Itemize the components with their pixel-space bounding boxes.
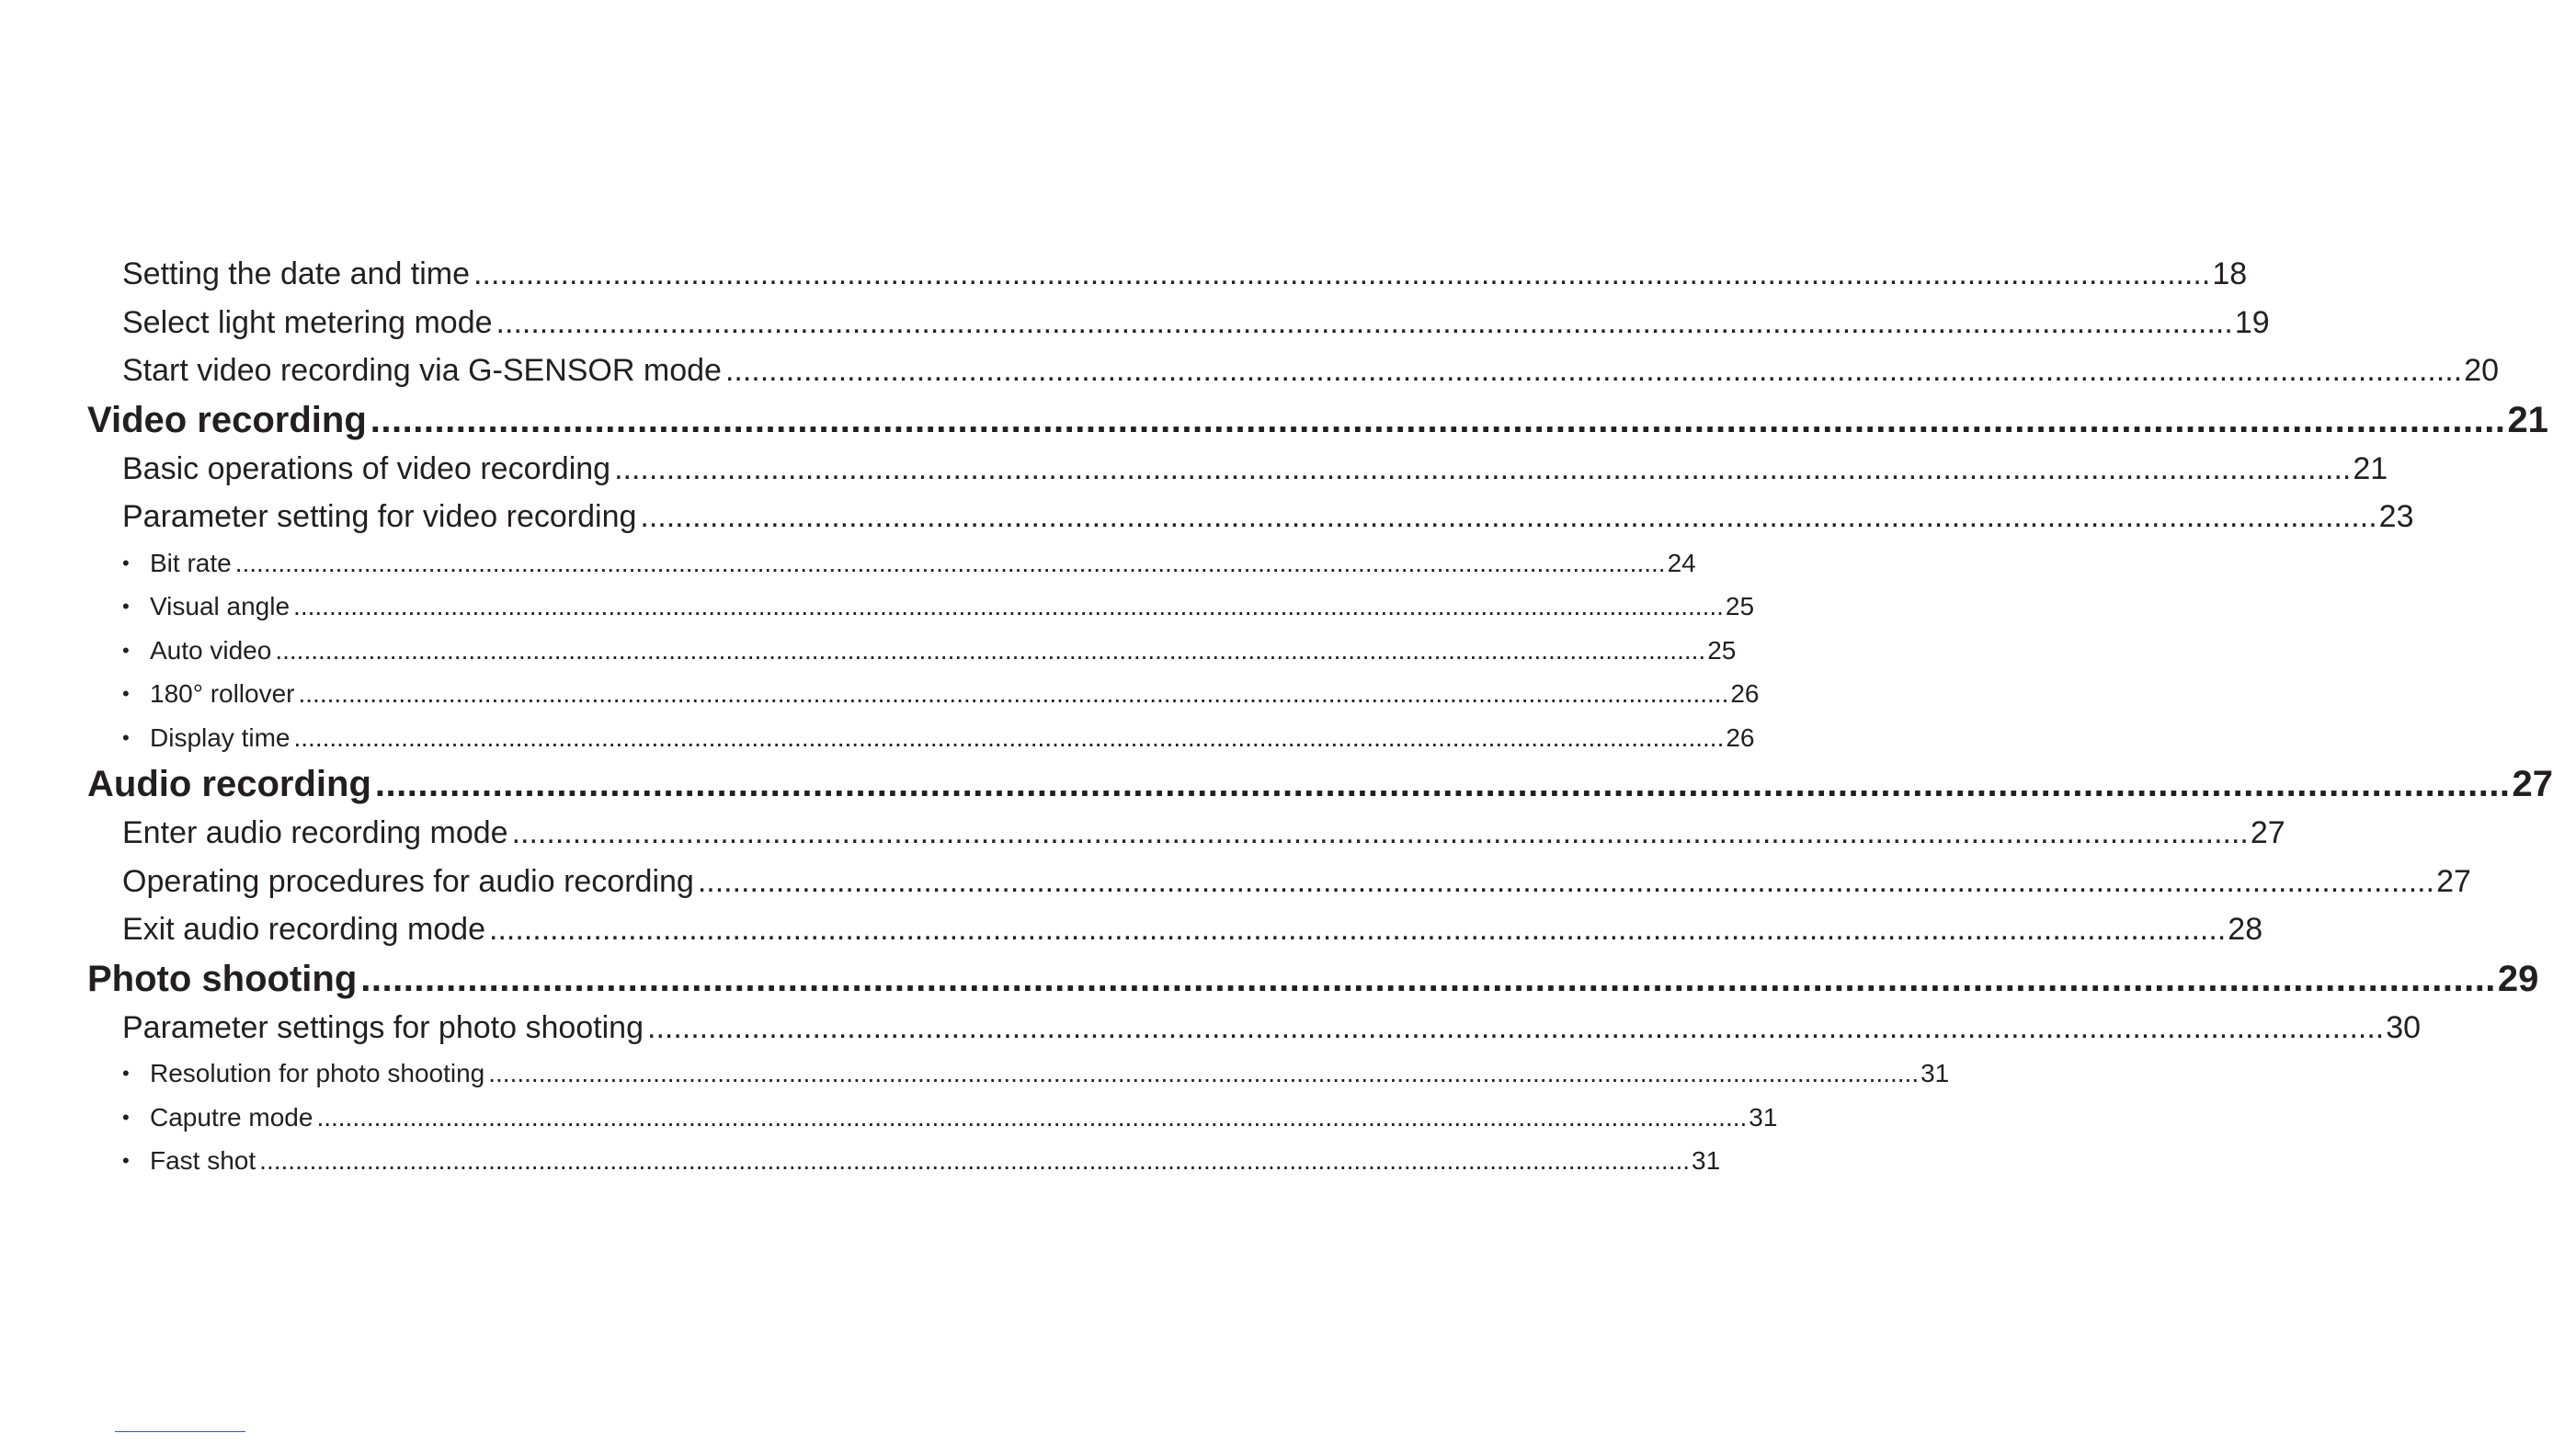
toc-entry-row[interactable] [0, 250, 2248, 299]
toc-bullet-row[interactable] [0, 1052, 1950, 1096]
toc-page-number: 31 [1692, 1146, 1721, 1175]
toc-bullet-row[interactable] [0, 672, 1760, 716]
dot-leader: ........................................................................................................................................................................................................ [293, 592, 1724, 620]
toc-entry-row[interactable] [0, 1004, 2422, 1052]
dot-leader: ........................................................................................................................................................................................................ [370, 399, 2506, 440]
footer-rule [115, 1431, 245, 1432]
bullet-icon: • [122, 1105, 130, 1129]
toc-page-number: 31 [1920, 1059, 1950, 1087]
toc-label: Exit audio recording mode [122, 912, 486, 947]
toc-label: Resolution for photo shooting [150, 1059, 485, 1087]
toc-page-number: 25 [1725, 592, 1755, 620]
toc-label: Auto video [150, 635, 272, 665]
dot-leader: ........................................................................................................................................................................................................ [640, 499, 2377, 534]
dot-leader: ........................................................................................................................................................................................................ [259, 1146, 1691, 1175]
toc-label: Start video recording via G-SENSOR mode [122, 353, 722, 388]
toc-entry-row[interactable] [0, 493, 2414, 541]
toc-label: Basic operations of video recording [122, 450, 611, 486]
toc-section-row[interactable] [0, 395, 2548, 445]
bullet-icon: • [122, 595, 130, 618]
toc-entry-row[interactable] [0, 809, 2285, 858]
toc-label: Bit rate [150, 548, 232, 577]
toc-entry-row[interactable] [0, 905, 2263, 954]
toc-label: Setting the date and time [122, 256, 471, 291]
dot-leader: ........................................................................................................................................................................................................ [724, 353, 2463, 388]
toc-section-row[interactable] [0, 954, 2539, 1004]
toc-entry-row[interactable] [0, 858, 2471, 906]
dot-leader: ........................................................................................................................................................................................................ [293, 722, 1725, 752]
toc-page-number: 21 [2507, 399, 2548, 440]
dot-leader: ........................................................................................................................................................................................................ [614, 450, 2352, 486]
toc-page-number: 24 [1667, 548, 1696, 577]
dot-leader: ........................................................................................................................................................................................................ [511, 815, 2249, 850]
bullet-icon: • [122, 1149, 130, 1172]
toc-page-number: 23 [2378, 499, 2414, 534]
table-of-contents [0, 250, 2553, 1183]
dot-leader: ........................................................................................................................................................................................................ [298, 679, 1729, 708]
toc-page-number: 27 [2250, 815, 2285, 850]
toc-entry-row[interactable] [0, 445, 2388, 494]
toc-page-number: 18 [2212, 256, 2248, 291]
dot-leader: ........................................................................................................................................................................................................ [647, 1009, 2385, 1045]
toc-label: Audio recording [87, 764, 371, 804]
toc-page-number: 25 [1707, 635, 1737, 665]
toc-label: Visual angle [150, 592, 291, 620]
toc-bullet-row[interactable] [0, 1096, 1778, 1140]
toc-label: Photo shooting [87, 958, 358, 999]
toc-page-number: 27 [2512, 764, 2553, 804]
toc-label: Display time [150, 722, 291, 752]
bullet-icon: • [122, 725, 130, 749]
toc-page-number: 19 [2234, 304, 2270, 340]
toc-bullet-row[interactable] [0, 629, 1737, 673]
dot-leader: ........................................................................................................................................................................................................ [360, 958, 2496, 999]
toc-bullet-row[interactable] [0, 541, 1696, 586]
toc-label: Fast shot [150, 1146, 256, 1175]
dot-leader: ........................................................................................................................................................................................................ [234, 548, 1666, 577]
bullet-icon: • [122, 1062, 130, 1085]
dot-leader: ........................................................................................................................................................................................................ [473, 256, 2211, 291]
toc-label: Caputre mode [150, 1102, 313, 1132]
toc-entry-row[interactable] [0, 347, 2500, 395]
toc-entry-row[interactable] [0, 299, 2270, 347]
dot-leader: ........................................................................................................................................................................................................ [489, 912, 2227, 947]
dot-leader: ........................................................................................................................................................................................................ [697, 863, 2435, 899]
toc-page-number: 29 [2497, 958, 2539, 999]
toc-page-number: 20 [2464, 353, 2500, 388]
toc-page-number: 26 [1726, 722, 1755, 752]
toc-label: Operating procedures for audio recording [122, 863, 694, 899]
toc-label: Parameter settings for photo shooting [122, 1009, 644, 1045]
toc-label: Enter audio recording mode [122, 815, 508, 850]
toc-page-number: 28 [2228, 912, 2263, 947]
dot-leader: ........................................................................................................................................................................................................ [275, 635, 1706, 665]
bullet-icon: • [122, 682, 130, 705]
toc-page-number: 21 [2353, 450, 2388, 486]
toc-bullet-row[interactable] [0, 585, 1755, 629]
toc-bullet-row[interactable] [0, 716, 1755, 760]
bullet-icon: • [122, 638, 130, 662]
dot-leader: ........................................................................................................................................................................................................ [496, 304, 2233, 340]
toc-page-number: 31 [1749, 1102, 1778, 1132]
toc-label: 180° rollover [150, 679, 295, 708]
toc-section-row[interactable] [0, 759, 2553, 809]
dot-leader: ........................................................................................................................................................................................................ [374, 764, 2511, 804]
dot-leader: ........................................................................................................................................................................................................ [316, 1102, 1748, 1132]
dot-leader: ........................................................................................................................................................................................................ [488, 1059, 1920, 1087]
toc-page-number: 30 [2386, 1009, 2422, 1045]
toc-page-number: 26 [1730, 679, 1760, 708]
bullet-icon: • [122, 551, 130, 574]
toc-label: Parameter setting for video recording [122, 499, 637, 534]
toc-bullet-row[interactable] [0, 1139, 1721, 1183]
toc-label: Video recording [87, 399, 367, 440]
toc-page-number: 27 [2436, 863, 2471, 899]
toc-label: Select light metering mode [122, 304, 493, 340]
